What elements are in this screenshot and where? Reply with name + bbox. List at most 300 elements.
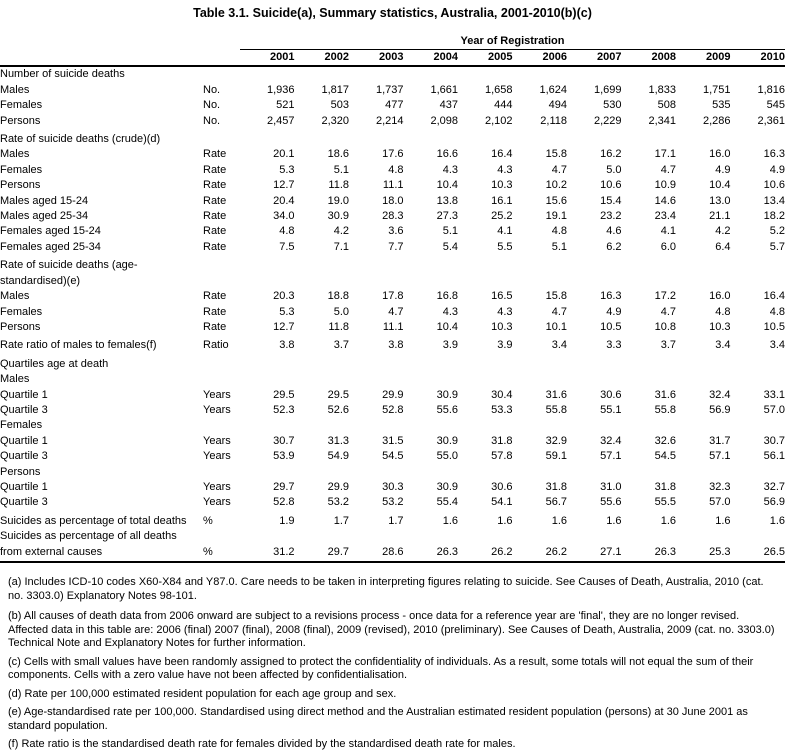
value-cell: 55.4 — [404, 495, 459, 510]
row-label: Females — [0, 98, 203, 113]
table-title: Table 3.1. Suicide(a), Summary statistics, Australia, 2001-2010(b)(c) — [0, 0, 785, 20]
value-cell: 4.8 — [240, 224, 295, 239]
value-cell: 31.6 — [513, 388, 568, 403]
row-label: Persons — [0, 114, 203, 129]
value-cell: 16.0 — [676, 147, 731, 162]
value-cell: 16.5 — [458, 289, 513, 304]
unit-cell: Rate — [203, 289, 240, 304]
year-column-header: 2006 — [513, 50, 568, 67]
value-cell: 15.4 — [567, 194, 622, 209]
value-cell: 494 — [513, 98, 568, 113]
value-cell: 1.6 — [458, 511, 513, 529]
value-cell: 1.6 — [622, 511, 677, 529]
value-cell: 4.7 — [622, 163, 677, 178]
value-cell: 30.7 — [731, 434, 785, 449]
footnotes — [0, 576, 785, 752]
value-cell: 10.4 — [676, 178, 731, 193]
value-cell: 15.6 — [513, 194, 568, 209]
value-cell: 4.1 — [622, 224, 677, 239]
value-cell: 31.8 — [622, 480, 677, 495]
value-cell: 4.9 — [567, 305, 622, 320]
unit-cell: No. — [203, 83, 240, 98]
value-cell: 1.7 — [349, 511, 404, 529]
value-cell: 4.8 — [513, 224, 568, 239]
value-cell: 545 — [731, 98, 785, 113]
row-label: Females — [0, 305, 203, 320]
table-row — [0, 98, 785, 113]
row-label: Males — [0, 83, 203, 98]
value-cell: 18.8 — [295, 289, 350, 304]
value-cell: 21.1 — [676, 209, 731, 224]
value-cell: 4.7 — [349, 305, 404, 320]
value-cell: 26.3 — [622, 529, 677, 562]
value-cell: 3.4 — [731, 335, 785, 353]
value-cell: 32.4 — [567, 434, 622, 449]
value-cell: 18.2 — [731, 209, 785, 224]
table-row — [0, 495, 785, 510]
value-cell: 31.5 — [349, 434, 404, 449]
value-cell: 31.0 — [567, 480, 622, 495]
value-cell: 4.3 — [404, 163, 459, 178]
value-cell: 18.6 — [295, 147, 350, 162]
value-cell: 20.1 — [240, 147, 295, 162]
table-row — [0, 163, 785, 178]
value-cell: 2,286 — [676, 114, 731, 129]
value-cell: 55.8 — [513, 403, 568, 418]
row-label: Suicides as percentage of total deaths — [0, 511, 203, 529]
unit-cell: Rate — [203, 194, 240, 209]
value-cell: 4.3 — [458, 163, 513, 178]
value-cell: 25.2 — [458, 209, 513, 224]
value-cell: 2,361 — [731, 114, 785, 129]
unit-cell: Rate — [203, 209, 240, 224]
value-cell: 1,624 — [513, 83, 568, 98]
value-cell: 2,457 — [240, 114, 295, 129]
value-cell: 10.1 — [513, 320, 568, 335]
value-cell: 1,737 — [349, 83, 404, 98]
value-cell: 56.7 — [513, 495, 568, 510]
value-cell: 4.7 — [513, 163, 568, 178]
row-label: Males — [0, 372, 203, 387]
value-cell: 26.5 — [731, 529, 785, 562]
value-cell: 3.6 — [349, 224, 404, 239]
value-cell: 31.2 — [240, 529, 295, 562]
table-row — [0, 403, 785, 418]
value-cell: 3.7 — [295, 335, 350, 353]
unit-cell: Rate — [203, 147, 240, 162]
row-label: Rate ratio of males to females(f) — [0, 335, 203, 353]
value-cell: 30.6 — [458, 480, 513, 495]
row-label: Females aged 15-24 — [0, 224, 203, 239]
value-cell: 12.7 — [240, 320, 295, 335]
value-cell: 535 — [676, 98, 731, 113]
value-cell: 1,817 — [295, 83, 350, 98]
value-cell: 6.2 — [567, 240, 622, 255]
unit-cell: Years — [203, 495, 240, 510]
row-label: Quartile 1 — [0, 388, 203, 403]
value-cell: 7.1 — [295, 240, 350, 255]
table-row — [0, 114, 785, 129]
value-cell: 54.1 — [458, 495, 513, 510]
value-cell: 4.8 — [349, 163, 404, 178]
value-cell: 55.8 — [622, 403, 677, 418]
value-cell: 16.8 — [404, 289, 459, 304]
value-cell: 5.1 — [513, 240, 568, 255]
value-cell: 5.4 — [404, 240, 459, 255]
unit-cell: No. — [203, 98, 240, 113]
unit-cell: Rate — [203, 305, 240, 320]
value-cell: 10.6 — [567, 178, 622, 193]
value-cell: 32.6 — [622, 434, 677, 449]
value-cell: 32.9 — [513, 434, 568, 449]
value-cell: 18.0 — [349, 194, 404, 209]
value-cell: 55.1 — [567, 403, 622, 418]
value-cell: 3.9 — [458, 335, 513, 353]
row-label: Males aged 15-24 — [0, 194, 203, 209]
section-row — [0, 255, 785, 289]
value-cell: 5.0 — [295, 305, 350, 320]
section-row — [0, 66, 785, 82]
value-cell: 15.8 — [513, 289, 568, 304]
value-cell: 57.1 — [676, 449, 731, 464]
value-cell: 11.1 — [349, 178, 404, 193]
empty-cells — [203, 465, 785, 480]
row-label: Persons — [0, 320, 203, 335]
value-cell: 5.1 — [404, 224, 459, 239]
value-cell: 3.9 — [404, 335, 459, 353]
value-cell: 5.0 — [567, 163, 622, 178]
unit-cell: Rate — [203, 320, 240, 335]
value-cell: 17.2 — [622, 289, 677, 304]
row-label: Quartile 3 — [0, 495, 203, 510]
unit-cell: Years — [203, 388, 240, 403]
table-row — [0, 335, 785, 353]
row-label: Females — [0, 163, 203, 178]
value-cell: 29.5 — [295, 388, 350, 403]
value-cell: 4.9 — [731, 163, 785, 178]
value-cell: 5.2 — [731, 224, 785, 239]
value-cell: 10.5 — [567, 320, 622, 335]
value-cell: 11.8 — [295, 178, 350, 193]
year-column-header: 2002 — [295, 50, 350, 67]
value-cell: 1.6 — [676, 511, 731, 529]
value-cell: 28.3 — [349, 209, 404, 224]
value-cell: 1,751 — [676, 83, 731, 98]
value-cell: 27.3 — [404, 209, 459, 224]
value-cell: 28.6 — [349, 529, 404, 562]
value-cell: 29.7 — [295, 529, 350, 562]
value-cell: 32.4 — [676, 388, 731, 403]
value-cell: 55.5 — [622, 495, 677, 510]
value-cell: 29.9 — [349, 388, 404, 403]
value-cell: 17.8 — [349, 289, 404, 304]
value-cell: 52.6 — [295, 403, 350, 418]
value-cell: 16.4 — [458, 147, 513, 162]
value-cell: 16.4 — [731, 289, 785, 304]
section-row — [0, 372, 785, 387]
value-cell: 3.8 — [240, 335, 295, 353]
value-cell: 30.9 — [404, 434, 459, 449]
value-cell: 59.1 — [513, 449, 568, 464]
value-cell: 521 — [240, 98, 295, 113]
empty-cells — [203, 354, 785, 372]
unit-cell: Years — [203, 449, 240, 464]
value-cell: 2,229 — [567, 114, 622, 129]
value-cell: 52.8 — [349, 403, 404, 418]
value-cell: 10.3 — [458, 178, 513, 193]
row-label: Persons — [0, 465, 203, 480]
value-cell: 11.1 — [349, 320, 404, 335]
value-cell: 3.4 — [513, 335, 568, 353]
value-cell: 26.2 — [513, 529, 568, 562]
value-cell: 1,661 — [404, 83, 459, 98]
value-cell: 10.5 — [731, 320, 785, 335]
value-cell: 2,320 — [295, 114, 350, 129]
value-cell: 52.3 — [240, 403, 295, 418]
row-label: Quartile 1 — [0, 434, 203, 449]
value-cell: 30.6 — [567, 388, 622, 403]
value-cell: 4.6 — [567, 224, 622, 239]
value-cell: 1.6 — [567, 511, 622, 529]
row-label: Quartile 3 — [0, 403, 203, 418]
table-header — [0, 34, 785, 66]
table-row — [0, 147, 785, 162]
footnote-e: (e) Age-standardised rate per 100,000. Standardised using direct method and the Australian estimated resident population (persons) at 30 June 2001 as standard population. — [8, 706, 777, 733]
table-body — [0, 66, 785, 562]
value-cell: 54.5 — [622, 449, 677, 464]
value-cell: 4.7 — [513, 305, 568, 320]
value-cell: 6.0 — [622, 240, 677, 255]
row-label: Suicides as percentage of all deaths from external causes — [0, 529, 203, 562]
value-cell: 10.2 — [513, 178, 568, 193]
value-cell: 1,833 — [622, 83, 677, 98]
table-row — [0, 194, 785, 209]
value-cell: 11.8 — [295, 320, 350, 335]
value-cell: 1.6 — [513, 511, 568, 529]
section-row — [0, 354, 785, 372]
value-cell: 57.8 — [458, 449, 513, 464]
empty-cells — [203, 255, 785, 289]
row-label: Males aged 25-34 — [0, 209, 203, 224]
value-cell: 29.7 — [240, 480, 295, 495]
year-column-header: 2003 — [349, 50, 404, 67]
value-cell: 1,936 — [240, 83, 295, 98]
value-cell: 1.6 — [404, 511, 459, 529]
year-column-header: 2004 — [404, 50, 459, 67]
empty-cells — [203, 129, 785, 147]
row-label: Persons — [0, 178, 203, 193]
value-cell: 19.0 — [295, 194, 350, 209]
empty-cells — [203, 372, 785, 387]
value-cell: 56.1 — [731, 449, 785, 464]
value-cell: 53.2 — [349, 495, 404, 510]
value-cell: 2,098 — [404, 114, 459, 129]
header-spacer — [0, 34, 240, 50]
value-cell: 53.2 — [295, 495, 350, 510]
value-cell: 20.4 — [240, 194, 295, 209]
value-cell: 530 — [567, 98, 622, 113]
table-row — [0, 511, 785, 529]
value-cell: 54.9 — [295, 449, 350, 464]
table-row — [0, 449, 785, 464]
value-cell: 17.1 — [622, 147, 677, 162]
table-row — [0, 388, 785, 403]
value-cell: 7.5 — [240, 240, 295, 255]
value-cell: 14.6 — [622, 194, 677, 209]
section-row — [0, 129, 785, 147]
value-cell: 1,658 — [458, 83, 513, 98]
row-label: Males — [0, 147, 203, 162]
value-cell: 34.0 — [240, 209, 295, 224]
value-cell: 1,699 — [567, 83, 622, 98]
value-cell: 10.6 — [731, 178, 785, 193]
value-cell: 25.3 — [676, 529, 731, 562]
row-label: Rate of suicide deaths (crude)(d) — [0, 129, 203, 147]
value-cell: 437 — [404, 98, 459, 113]
unit-cell: Ratio — [203, 335, 240, 353]
unit-cell: Rate — [203, 178, 240, 193]
value-cell: 6.4 — [676, 240, 731, 255]
value-cell: 13.8 — [404, 194, 459, 209]
value-cell: 29.9 — [295, 480, 350, 495]
row-label: Females aged 25-34 — [0, 240, 203, 255]
value-cell: 10.8 — [622, 320, 677, 335]
unit-cell: Rate — [203, 224, 240, 239]
value-cell: 4.8 — [731, 305, 785, 320]
value-cell: 54.5 — [349, 449, 404, 464]
unit-cell: Years — [203, 480, 240, 495]
value-cell: 3.3 — [567, 335, 622, 353]
empty-cells — [203, 418, 785, 433]
value-cell: 20.3 — [240, 289, 295, 304]
footnote-f: (f) Rate ratio is the standardised death rate for females divided by the standardised death rate for males. — [8, 738, 777, 752]
value-cell: 2,214 — [349, 114, 404, 129]
value-cell: 4.2 — [676, 224, 731, 239]
unit-cell: No. — [203, 114, 240, 129]
value-cell: 31.8 — [513, 480, 568, 495]
row-label: Quartile 3 — [0, 449, 203, 464]
value-cell: 29.5 — [240, 388, 295, 403]
value-cell: 3.8 — [349, 335, 404, 353]
value-cell: 56.9 — [731, 495, 785, 510]
value-cell: 5.5 — [458, 240, 513, 255]
year-column-header: 2001 — [240, 50, 295, 67]
value-cell: 30.7 — [240, 434, 295, 449]
statistics-table — [0, 34, 785, 563]
value-cell: 477 — [349, 98, 404, 113]
section-row — [0, 418, 785, 433]
table-row — [0, 178, 785, 193]
value-cell: 16.3 — [731, 147, 785, 162]
value-cell: 32.7 — [731, 480, 785, 495]
value-cell: 10.9 — [622, 178, 677, 193]
value-cell: 3.4 — [676, 335, 731, 353]
value-cell: 16.0 — [676, 289, 731, 304]
section-row — [0, 465, 785, 480]
value-cell: 55.0 — [404, 449, 459, 464]
value-cell: 16.1 — [458, 194, 513, 209]
value-cell: 30.9 — [295, 209, 350, 224]
value-cell: 10.4 — [404, 320, 459, 335]
table-row — [0, 529, 785, 562]
year-column-header: 2007 — [567, 50, 622, 67]
value-cell: 31.8 — [458, 434, 513, 449]
row-label: Quartile 1 — [0, 480, 203, 495]
value-cell: 16.2 — [567, 147, 622, 162]
value-cell: 31.6 — [622, 388, 677, 403]
value-cell: 30.9 — [404, 480, 459, 495]
footnote-d: (d) Rate per 100,000 estimated resident population for each age group and sex. — [8, 688, 777, 702]
value-cell: 27.1 — [567, 529, 622, 562]
value-cell: 23.4 — [622, 209, 677, 224]
value-cell: 5.3 — [240, 163, 295, 178]
value-cell: 57.1 — [567, 449, 622, 464]
table-row — [0, 480, 785, 495]
value-cell: 56.9 — [676, 403, 731, 418]
unit-cell: Years — [203, 434, 240, 449]
year-column-header: 2009 — [676, 50, 731, 67]
value-cell: 10.4 — [404, 178, 459, 193]
value-cell: 57.0 — [676, 495, 731, 510]
value-cell: 55.6 — [404, 403, 459, 418]
value-cell: 4.8 — [676, 305, 731, 320]
value-cell: 5.3 — [240, 305, 295, 320]
year-column-header: 2008 — [622, 50, 677, 67]
value-cell: 4.1 — [458, 224, 513, 239]
value-cell: 4.7 — [622, 305, 677, 320]
value-cell: 12.7 — [240, 178, 295, 193]
unit-cell: % — [203, 529, 240, 562]
value-cell: 4.3 — [404, 305, 459, 320]
value-cell: 4.2 — [295, 224, 350, 239]
table-row — [0, 320, 785, 335]
value-cell: 32.3 — [676, 480, 731, 495]
footnote-b: (b) All causes of death data from 2006 onward are subject to a revisions process - once data for a reference year are 'final', they are no longer revised. Affected data in this table are: 2006 (final) 2007 (final), 2008 (final), 2009 (revised), 2010 (preliminary). See Causes of Death, Australia, 2009 (cat. no. 3303.0) Technical Note and Explanatory Notes for further information. — [8, 610, 777, 651]
value-cell: 4.9 — [676, 163, 731, 178]
value-cell: 26.2 — [458, 529, 513, 562]
value-cell: 55.6 — [567, 495, 622, 510]
value-cell: 30.4 — [458, 388, 513, 403]
unit-cell: % — [203, 511, 240, 529]
value-cell: 33.1 — [731, 388, 785, 403]
unit-cell: Rate — [203, 240, 240, 255]
year-of-registration-header: Year of Registration — [240, 34, 785, 50]
value-cell: 3.7 — [622, 335, 677, 353]
value-cell: 1.7 — [295, 511, 350, 529]
empty-cells — [203, 66, 785, 82]
year-column-header: 2010 — [731, 50, 785, 67]
value-cell: 30.9 — [404, 388, 459, 403]
value-cell: 23.2 — [567, 209, 622, 224]
value-cell: 2,341 — [622, 114, 677, 129]
year-column-header: 2005 — [458, 50, 513, 67]
value-cell: 10.3 — [458, 320, 513, 335]
value-cell: 19.1 — [513, 209, 568, 224]
unit-cell: Years — [203, 403, 240, 418]
row-label: Rate of suicide deaths (age- standardised)(e) — [0, 255, 203, 289]
row-label: Females — [0, 418, 203, 433]
value-cell: 1,816 — [731, 83, 785, 98]
value-cell: 26.3 — [404, 529, 459, 562]
value-cell: 5.1 — [295, 163, 350, 178]
value-cell: 13.0 — [676, 194, 731, 209]
value-cell: 53.3 — [458, 403, 513, 418]
footnote-a: (a) Includes ICD-10 codes X60-X84 and Y87.0. Care needs to be taken in interpreting figures relating to suicide. See Causes of Death, Australia, 2010 (cat. no. 3303.0) Explanatory Notes 98-101. — [8, 576, 777, 603]
header-spacer — [0, 50, 240, 67]
value-cell: 31.3 — [295, 434, 350, 449]
value-cell: 31.7 — [676, 434, 731, 449]
value-cell: 13.4 — [731, 194, 785, 209]
